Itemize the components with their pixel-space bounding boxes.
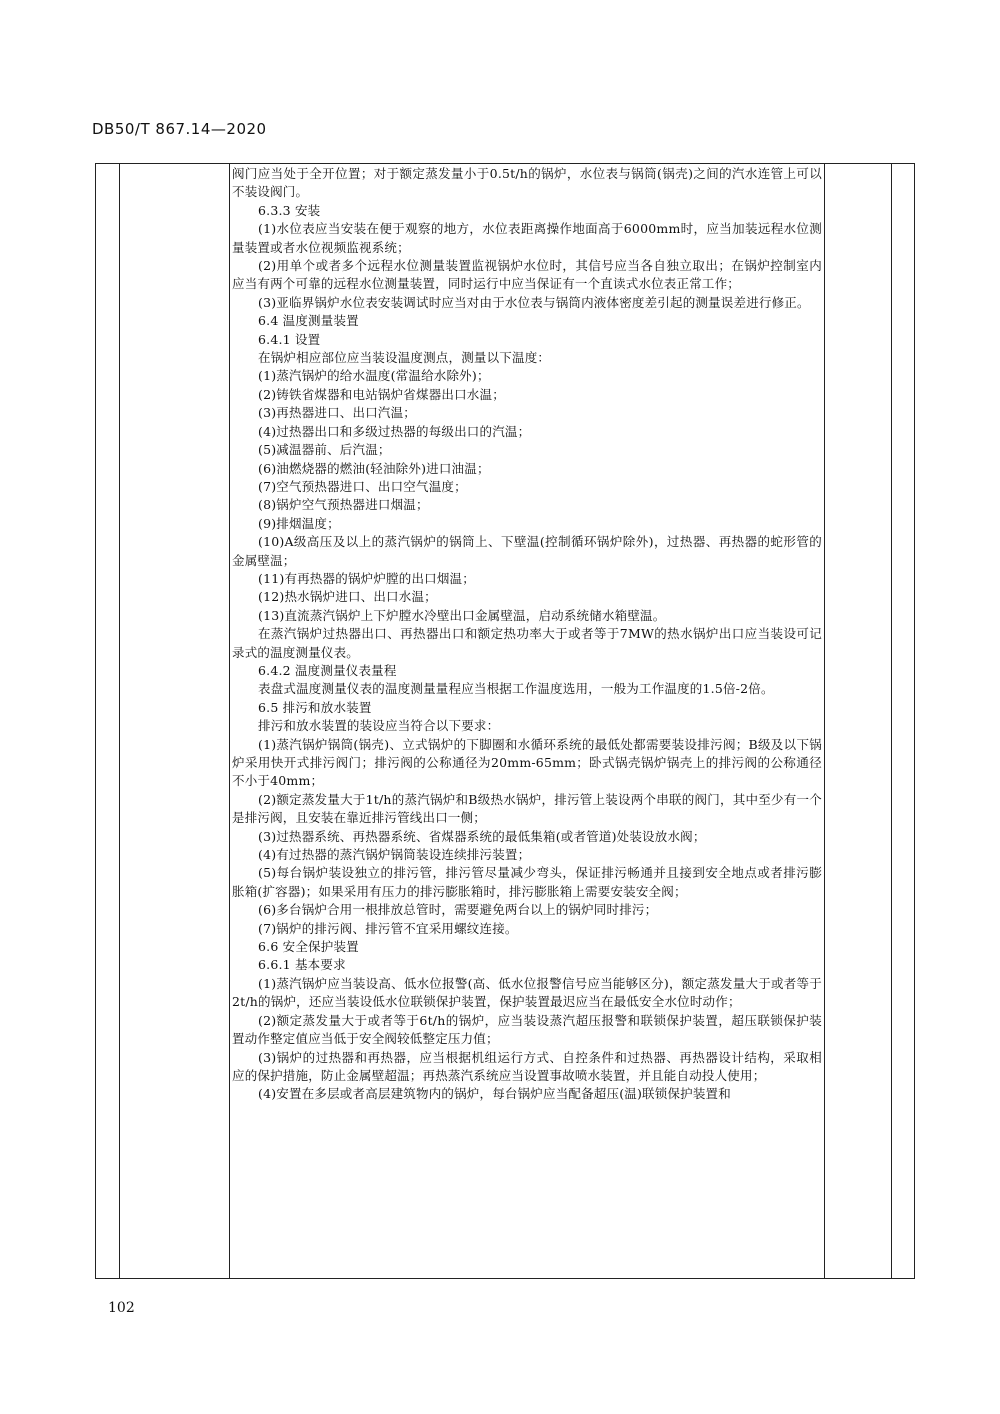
paragraph: (9)排烟温度； [258,515,340,531]
paragraph: (3)再热器进口、出口汽温； [258,405,417,421]
paragraph: (7)锅炉的排污阀、排污管不宜采用螺纹连接。 [258,920,518,936]
paragraph: 6.3.3 安装 [258,202,321,218]
table-column-divider [824,164,825,1278]
paragraph: (8)锅炉空气预热器进口烟温； [258,497,429,513]
page-number: 102 [108,1300,135,1316]
table-column-divider [229,164,230,1278]
paragraph: 6.4.2 温度测量仪表量程 [258,662,397,678]
paragraph: (4)安置在多层或者高层建筑物内的锅炉，每台锅炉应当配备超压(温)联锁保护装置和 [258,1086,731,1102]
content-table [95,163,915,1279]
paragraph: (4)有过热器的蒸汽锅炉锅筒装设连续排污装置； [258,847,531,863]
paragraph: 在锅炉相应部位应当装设温度测点，测量以下温度： [258,350,551,366]
paragraph: (5)每台锅炉装设独立的排污管，排污管尽量减少弯头，保证排污畅通并且接到安全地点或者排污膨胀箱(扩容器)；如果采用有压力的排污膨胀箱时，排污膨胀箱上需要安装安全阀； [232,865,822,899]
paragraph: (11)有再热器的锅炉炉膛的出口烟温； [258,570,475,586]
table-column-divider [891,164,892,1278]
paragraph: 在蒸汽锅炉过热器出口、再热器出口和额定热功率大于或者等于7MW的热水锅炉出口应当装设可记录式的温度测量仪表。 [232,626,822,660]
paragraph: (13)直流蒸汽锅炉上下炉膛水冷壁出口金属壁温，启动系统储水箱壁温。 [258,607,666,623]
paragraph: (2)额定蒸发量大于1t/h的蒸汽锅炉和B级热水锅炉，排污管上装设两个串联的阀门，其中至少有一个是排污阀，且安装在靠近排污管线出口一侧； [232,791,822,826]
paragraph: (4)过热器出口和多级过热器的每级出口的汽温； [258,423,531,439]
paragraph: 排污和放水装置的装设应当符合以下要求： [258,718,500,734]
paragraph: (5)减温器前、后汽温； [258,442,391,458]
paragraph: 表盘式温度测量仪表的温度测量量程应当根据工作温度选用，一般为工作温度的1.5倍-2倍。 [258,681,774,697]
paragraph: (2)额定蒸发量大于或者等于6t/h的锅炉，应当装设蒸汽超压报警和联锁保护装置，超压联锁保护装置动作整定值应当低于安全阀较低整定压力值； [232,1012,822,1047]
paragraph: 6.5 排污和放水装置 [258,699,372,715]
table-content-cell [232,165,822,1104]
paragraph: (1)蒸汽锅炉的给水温度(常温给水除外)； [258,368,490,384]
paragraph: 6.4.1 设置 [258,331,321,347]
paragraph: (1)水位表应当安装在便于观察的地方，水位表距离操作地面高于6000mm时，应当加装远程水位测量装置或者水位视频监视系统； [232,221,822,255]
paragraph: 6.6.1 基本要求 [258,957,346,973]
paragraph: (12)热水锅炉进口、出口水温； [258,589,437,605]
table-column-divider [119,164,120,1278]
paragraph: 6.4 温度测量装置 [258,313,359,329]
paragraph: (3)锅炉的过热器和再热器，应当根据机组运行方式、自控条件和过热器、再热器设计结构，采取相应的保护措施，防止金属壁超温；再热蒸汽系统应当设置事故喷水装置，并且能自动投人使用； [232,1049,822,1083]
paragraph: 阀门应当处于全开位置；对于额定蒸发量小于0.5t/h的锅炉，水位表与锅筒(锅壳)之间的汽水连管上可以不装设阀门。 [232,166,822,200]
paragraph: 6.6 安全保护装置 [258,939,359,955]
paragraph: (6)多台锅炉合用一根排放总管时，需要避免两台以上的锅炉同时排污； [258,902,658,918]
paragraph: (2)用单个或者多个远程水位测量装置监视锅炉水位时，其信号应当各自独立取出；在锅炉控制室内应当有两个可靠的远程水位测量装置，同时运行中应当保证有一个直读式水位表正常工作； [232,258,822,292]
paragraph: (2)铸铁省煤器和电站锅炉省煤器出口水温； [258,386,505,402]
paragraph: (7)空气预热器进口、出口空气温度； [258,478,467,494]
paragraph: (10)A级高压及以上的蒸汽锅炉的锅筒上、下壁温(控制循环锅炉除外)，过热器、再热器的蛇形管的金属壁温； [232,534,822,568]
document-code: DB50/T 867.14—2020 [92,120,267,138]
paragraph: (3)亚临界锅炉水位表安装调试时应当对由于水位表与锅筒内液体密度差引起的测量误差进行修正。 [258,294,810,310]
paragraph: (1)蒸汽锅炉锅筒(锅壳)、立式锅炉的下脚圈和水循环系统的最低处都需要装设排污阀；B级及以下锅炉采用快开式排污阀门；排污阀的公称通径为20mm-65mm；卧式锅壳锅炉锅壳上的排污阀的公称通径不小于40mm； [232,736,822,789]
paragraph: (1)蒸汽锅炉应当装设高、低水位报警(高、低水位报警信号应当能够区分)，额定蒸发量大于或者等于2t/h的锅炉，还应当装设低水位联锁保护装置，保护装置最迟应当在最低安全水位时动作； [232,975,822,1010]
paragraph: (3)过热器系统、再热器系统、省煤器系统的最低集箱(或者管道)处装设放水阀； [258,828,706,844]
paragraph: (6)油燃烧器的燃油(轻油除外)进口油温； [258,460,490,476]
